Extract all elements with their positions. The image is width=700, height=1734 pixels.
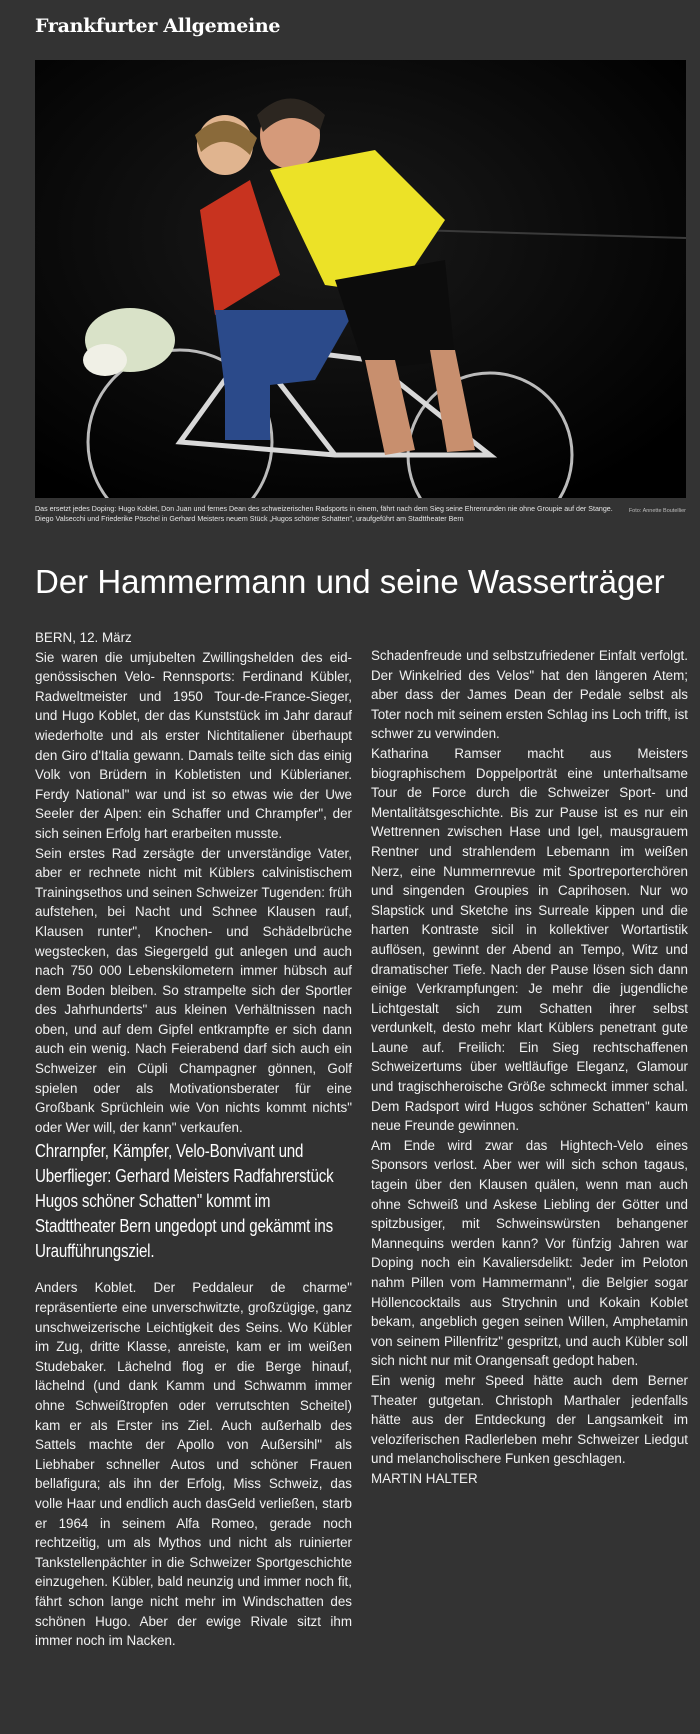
- pull-quote: Chrarnpfer, Kämpfer, Velo-Bonvivant und Uberflieger: Gerhard Meisters Radfahrerstück Hugos schöner Schatten" kommt im Stadttheater Bern ungedopt und gekämmt ins Uraufführungsziel.: [35, 1141, 334, 1262]
- photo-caption: [35, 504, 686, 524]
- paragraph: Sie waren die umjubelten Zwillingshelden des eid-genössischen Velo- Rennsports: Ferdinand Kübler, Radweltmeister und 1950 Tour-de-France-Sieger, und Hugo Koblet, der das Kunststück im Jahr darauf wiederholte und als erster Nichtitaliener überhaupt den Giro d'Italia gewann. Damals teilte sich das einig Volk von Brüdern in Kobletisten und Küblerianer. Ferdy National" war und ist so etwas wie der Uwe Seeler der Alpen: ein Schaffer und Chrampfer", der sich seinen Erfolg hart erarbeiten musste.: [35, 649, 352, 841]
- byline: MARTIN HALTER: [371, 1470, 478, 1486]
- article-photo: [35, 60, 686, 498]
- article-headline: Der Hammermann und seine Wasserträger: [35, 563, 665, 600]
- photo-caption-text: Das ersetzt jedes Doping: Hugo Koblet, Don Juan und fernes Dean des schweizerischen Radsports in einem, fährt nach dem Sieg seine Ehrenrunden nie ohne Groupie auf der Stange. Diego Valsecchi und Friederike Pöschel in Gerhard Meisters neuem Stück „Hugos schöner Schatten", uraufgeführt am Stadttheater Bern: [35, 505, 613, 523]
- paragraph: Am Ende wird zwar das Hightech-Velo eines Sponsors verlost. Aber wer will sich schon tagaus, tagein über den Klausen quälen, wenn man auch ohne Schweiß und Askese Liebling der Götter und spitzbusiger, mit Schweinswürsten behangener Mannequins werden kann? Vor fünfzig Jahren war Doping noch ein Kavaliersdelikt: Jeder im Peloton nahm Pillen vom Hammermann", die Belgier sogar Höllencocktails aus Strychnin und Kokain Koblet bekam, angeblich gegen seinen Willen, Amphetamin von seinem Pillenfritz" gespritzt, und auch Kübler soll sich nicht nur mit Orangensaft gedopt haben.: [371, 1137, 688, 1369]
- paragraph: Anders Koblet. Der Peddaleur de charme" repräsentierte eine unverschwitzte, großzügige, ganz unschweizerische Leichtigkeit des Seins. Wo Kübler im Zug, dritte Klasse, anreiste, kam er im weißen Studebaker. Lächelnd flog er die Berge hinauf, lächelnd (und dank Kamm und Schwamm immer ohne Schweißtropfen oder verrutschten Scheitel) kam er als Erster ins Ziel. Auch außerhalb des Sattels machte der Apollo von Außersihl" als Liebhaber schneller Autos und schöner Frauen bellafigura; als ihn der Erfolg, Miss Schweiz, das volle Haar und endlich auch dasGeld verließen, starb er 1964 in seinem Alfa Romeo, gerade noch rechtzeitig, um als Mythos und nicht als ruinierter Tankstellenpächter in die Schweizer Sportgeschichte einzugehen. Kübler, bald neunzig und immer noch fit, fährt schon lange nicht mehr im Windschatten des schönen Hugo. Aber der ewige Rivale sitzt ihm immer noch im Nacken.: [35, 1280, 352, 1649]
- dateline: BERN, 12. März: [35, 630, 132, 645]
- article-column-right: [371, 646, 688, 1489]
- photo-credit: Foto: Annette Boutellier: [628, 508, 686, 514]
- paragraph: Ein wenig mehr Speed hätte auch dem Berner Theater gutgetan. Christoph Marthaler jedenfalls hätte aus der Entdeckung der Langsamkeit im veloziferischen Radlerleben mehr Schweizer Liedgut und melancholischere Funken geschlagen.: [371, 1372, 688, 1467]
- paragraph: Schadenfreude und selbstzufriedener Einfalt verfolgt. Der Winkelried des Velos" hat den längeren Atem; aber dass der James Dean der Pedale selbst als Toter noch mit seinem ersten Schlag ins Loch trifft, ist schwer zu verwinden.: [371, 648, 688, 742]
- article-column-left: [35, 628, 352, 1651]
- paragraph: Katharina Ramser macht aus Meisters biographischem Doppelporträt eine unterhaltsame Tour de Force durch die Schweizer Sport- und Mentalitätsgeschichte. Bis zur Pause ist es nur ein Wettrennen zwischen Hase und Igel, mausgrauem Rentner und strahlendem Lebemann im weißen Nerz, eine Nummernrevue mit Sportreporterchören und singenden Groupies in Caprihosen. Nur wo Slapstick und Sketche ins Surreale kippen und die harten Kontraste sicil in kollektiver Wortartistik auflösen, gewinnt der Abend an Tempo, Witz und dramatischer Tiefe. Nach der Pause lösen sich dann einige Verkrampfungen: Je mehr die jugendliche Lichtgestalt sich zum Schatten ihrer selbst verdunkelt, desto mehr klart Küblers penetrant gute Laune auf. Freilich: Ein Sieg rechtschaffenen Schweizertums über weltläufige Eleganz, Glamour und tragischheroische Größe schmeckt immer schal. Dem Radsport wird Hugos schöner Schatten" kaum neue Freunde gewinnen.: [371, 745, 688, 1134]
- paragraph: Sein erstes Rad zersägte der unverständige Vater, aber er rechnete nicht mit Küblers calvinistischem Trainingsethos und seinen Schweizer Tugenden: früh aufstehen, bei Nacht und Schnee Klausen rauf, Klausen runter", Knochen- und Schädelbrüche wegstecken, das Siegergeld gut anlegen und auch nach 750 000 Lebenskilometern immer hübsch auf dem Boden bleiben. So strampelte sich der Sportler des Jahrhunderts" aus kleinen Verhältnissen nach oben, und auf dem Gipfel entkrampfte er sich dann auch ein wenig. Nach Feierabend darf sich auch ein Schweizer ein Cüpli Champagner gönnen, Golf spielen oder als Motivationsberater für eine Großbank Sprüchlein wie Von nichts kommt nichts" oder Wer will, der kann" verkaufen.: [35, 845, 352, 1135]
- masthead-logo[interactable]: Frankfurter Allgemeine: [35, 15, 281, 37]
